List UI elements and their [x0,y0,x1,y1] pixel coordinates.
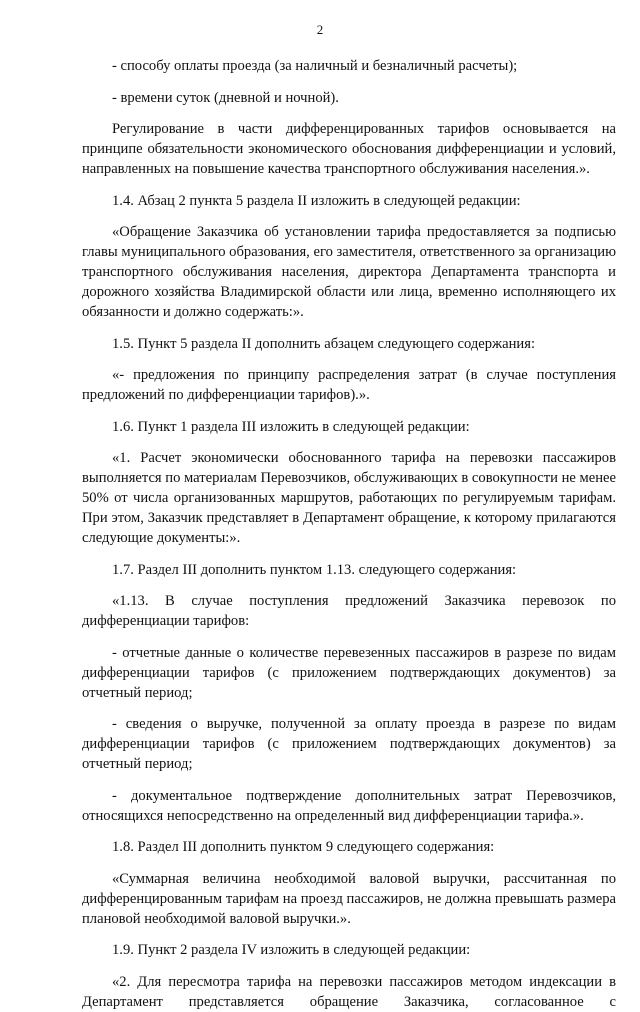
paragraph: - сведения о выручке, полученной за оплату проезда в разрезе по видам дифференциации тарифов (с приложением подтверждающих документов) за отчетный период; [82,716,616,772]
paragraph: - способу оплаты проезда (за наличный и безналичный расчеты); [112,58,518,74]
document-body [82,56,616,1012]
paragraph: «1. Расчет экономически обоснованного тарифа на перевозки пассажиров выполняется по материалам Перевозчиков, обслуживающих в совокупности не менее 50% от числа организованных маршрутов, работающих по регулируемым тарифам. При этом, Заказчик представляет в Департамент обращение, к которому прилагаются следующие документы:». [82,450,616,546]
paragraph: «1.13. В случае поступления предложений Заказчика перевозок по дифференциации тарифов: [82,593,616,629]
paragraph: «Обращение Заказчика об установлении тарифа предоставляется за подписью главы муниципального образования, его заместителя, ответственного за организацию транспортного обслуживания населения, директора Департамента транспорта и дорожного хозяйства Владимирской области или лица, временно исполняющего их обязанности и должно содержать:». [82,224,616,320]
paragraph: - документальное подтверждение дополнительных затрат Перевозчиков, относящихся непосредственно на определенный вид дифференциации тарифа.». [82,787,616,824]
page-number: 2 [316,22,324,37]
paragraph: 1.8. Раздел III дополнить пунктом 9 следующего содержания: [112,839,495,855]
paragraph: Регулирование в части дифференцированных тарифов основывается на принципе обязательности экономического обоснования дифференциации и условий, направленных на повышение качества транспортного обслуживания населения.». [82,121,616,177]
paragraph: - времени суток (дневной и ночной). [112,89,339,106]
paragraph: «- предложения по принципу распределения затрат (в случае поступления предложений по дифференциации тарифов).». [82,367,616,403]
paragraph: 1.7. Раздел III дополнить пунктом 1.13. следующего содержания: [112,561,517,578]
paragraph: 1.5. Пункт 5 раздела II дополнить абзацем следующего содержания: [112,335,535,352]
paragraph: 1.4. Абзац 2 пункта 5 раздела II изложить в следующей редакции: [112,192,521,209]
paragraph: «2. Для пересмотра тарифа на перевозки пассажиров методом индексации в Департамент представляется обращение Заказчика, согласованное с [82,973,616,1010]
paragraph: 1.6. Пункт 1 раздела III изложить в следующей редакции: [112,418,470,435]
paragraph: «Суммарная величина необходимой валовой выручки, рассчитанная по дифференцированным тарифам на проезд пассажиров, не должна превышать размера плановой необходимой валовой выручки.». [82,870,616,927]
paragraph: - отчетные данные о количестве перевезенных пассажиров в разрезе по видам дифференциации тарифов (с приложением подтверждающих документов) за отчетный период; [82,644,616,701]
paragraph: 1.9. Пункт 2 раздела IV изложить в следующей редакции: [112,942,471,958]
